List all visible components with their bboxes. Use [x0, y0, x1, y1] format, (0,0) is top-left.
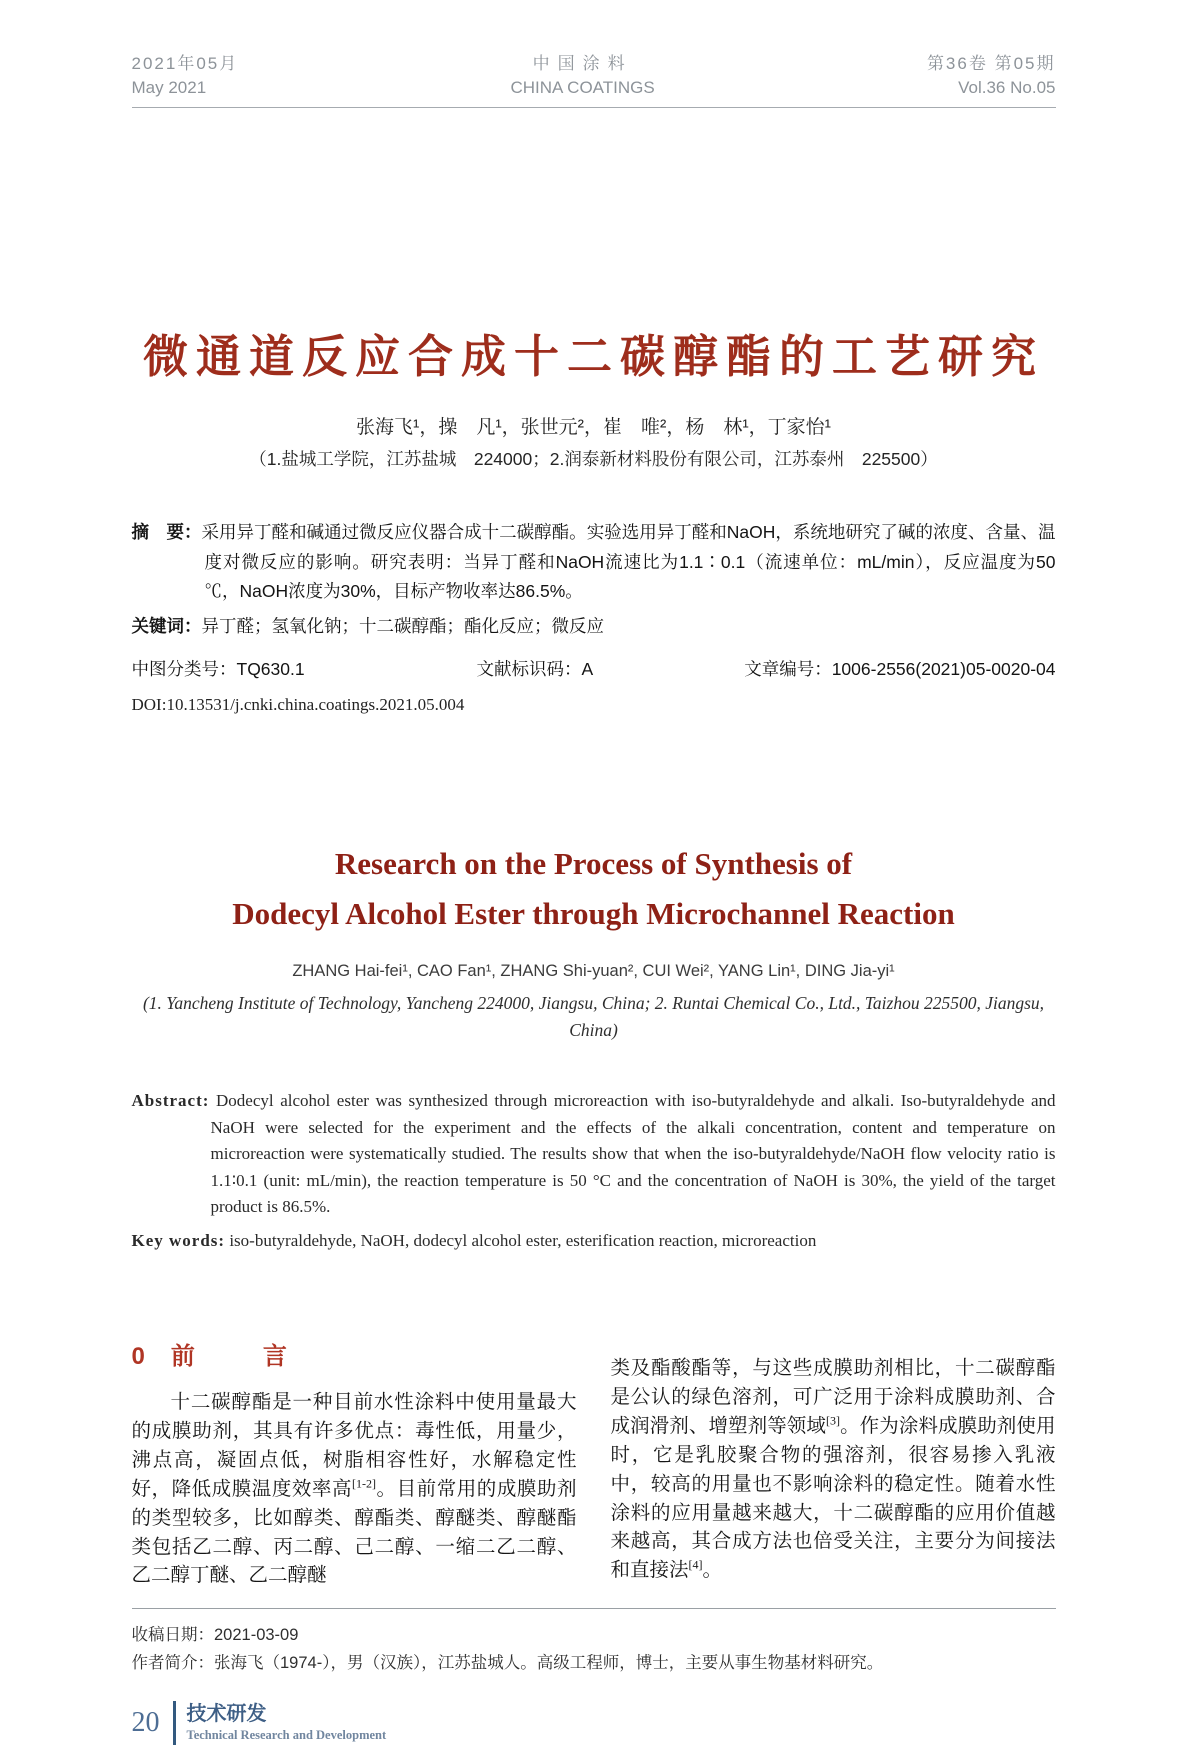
abstract-label-en: Abstract:: [131, 1091, 210, 1110]
received-value: 2021-03-09: [214, 1626, 299, 1645]
bio-label: 作者简介：: [131, 1654, 214, 1673]
author-bio-line: [132, 1649, 1056, 1677]
page: [132, 0, 1056, 1745]
doc-code-field: [477, 656, 594, 681]
article-title-en: [132, 839, 1056, 939]
intro-right-column: [611, 1336, 1056, 1591]
authors-en: ZHANG Hai-fei¹, CAO Fan¹, ZHANG Shi-yuan², CUI Wei², YANG Lin¹, DING Jia-yi¹: [292, 962, 895, 980]
article-id-label: 文章编号：: [744, 659, 832, 679]
clc-label: 中图分类号：: [131, 659, 237, 679]
doi: DOI:10.13531/j.cnki.china.coatings.2021.05.004: [131, 695, 465, 714]
doc-code-label: 文献标识码：: [476, 659, 582, 679]
footer-divider: [173, 1701, 176, 1745]
journal-header: [132, 0, 1056, 108]
header-date: [132, 52, 239, 100]
keywords-en: [132, 1228, 1056, 1255]
affiliation-cn: （1.盐城工学院，江苏盐城 224000；2.润泰新材料股份有限公司，江苏泰州 225500）: [249, 449, 938, 469]
header-journal: [510, 52, 654, 100]
abstract-en: [132, 1088, 1056, 1221]
header-date-cn: 2021年05月: [131, 54, 239, 73]
keywords-cn: [132, 612, 1056, 642]
header-date-en: May 2021: [131, 78, 207, 97]
affiliation-en: [132, 990, 1056, 1044]
received-label: 收稿日期：: [131, 1626, 214, 1645]
header-issue-cn: 第36卷 第05期: [926, 54, 1056, 73]
footer-column-cn: 技术研发: [186, 1703, 267, 1726]
article-title-cn: 微通道反应合成十二碳醇酯的工艺研究: [142, 331, 1044, 382]
footer-column-en: Technical Research and Development: [186, 1728, 387, 1743]
article-id-value: 1006-2556(2021)05-0020-04: [831, 659, 1056, 679]
abstract-text-cn: 采用异丁醛和碱通过微反应仪器合成十二碳醇酯。实验选用异丁醛和NaOH，系统地研究了碱的浓度、含量、温度对微反应的影响。研究表明：当异丁醛和NaOH流速比为1.1∶0.1（流速单位：mL/min），反应温度为50 ℃，NaOH浓度为30%，目标产物收率达86.5%。: [201, 522, 1056, 601]
keywords-label-en: Key words:: [131, 1230, 226, 1250]
doc-code-value: A: [581, 659, 594, 679]
section-title: 前 言: [170, 1343, 309, 1370]
section-number: 0: [131, 1343, 145, 1370]
page-footer: [132, 1701, 1056, 1745]
title-en-line1: Research on the Process of Synthesis of: [334, 846, 853, 881]
received-date-line: [132, 1621, 1056, 1649]
classification-row: [132, 656, 1056, 682]
intro-section: [132, 1336, 1056, 1591]
intro-paragraph-left: 十二碳醇酯是一种目前水性涂料中使用量最大的成膜助剂，其具有许多优点：毒性低，用量少，沸点高，凝固点低，树脂相容性好，水解稳定性好，降低成膜温度效率高[1-2]。目前常用的成膜助剂的类型较多，比如醇类、醇酯类、醇醚类、醇醚酯类包括乙二醇、丙二醇、己二醇、一缩二乙二醇、乙二醇丁醚、乙二醇醚: [131, 1392, 577, 1587]
intro-paragraph-right: 类及酯酸酯等，与这些成膜助剂相比，十二碳醇酯是公认的绿色溶剂，可广泛用于涂料成膜助剂、合成润滑剂、增塑剂等领域[3]。作为涂料成膜助剂使用时，它是乳胶聚合物的强溶剂，很容易掺入乳液中，较高的用量也不影响涂料的稳定性。随着水性涂料的应用量越来越大，十二碳醇酯的应用价值越来越高，其合成方法也倍受关注，主要分为间接法和直接法[4]。: [610, 1358, 1056, 1582]
bio-value: 张海飞（1974-），男（汉族），江苏盐城人。高级工程师，博士，主要从事生物基材料研究。: [214, 1654, 884, 1673]
abstract-label-cn: 摘 要：: [131, 522, 202, 542]
keywords-text-en: iso-butyraldehyde, NaOH, dodecyl alcohol ester, esterification reaction, microreaction: [229, 1230, 817, 1250]
header-issue: [927, 52, 1056, 100]
footer-column: [187, 1702, 387, 1744]
affiliation-en-line2: China): [569, 1020, 618, 1040]
header-journal-en: CHINA COATINGS: [510, 78, 655, 97]
section-heading: [132, 1336, 577, 1371]
footnote: [132, 1608, 1056, 1677]
authors-cn: 张海飞¹，操 凡¹，张世元²，崔 唯²，杨 林¹，丁家怡¹: [356, 417, 831, 438]
article-id-field: [744, 656, 1055, 681]
page-number: 20: [131, 1707, 160, 1739]
affiliation-en-line1: (1. Yancheng Institute of Technology, Yancheng 224000, Jiangsu, China; 2. Runtai Chemical Co., Ltd., Taizhou 225500, Jiangsu,: [142, 993, 1045, 1013]
clc-field: [132, 659, 305, 679]
intro-left-column: [132, 1336, 577, 1591]
clc-value: TQ630.1: [236, 659, 305, 679]
header-journal-cn: 中国涂料: [532, 54, 633, 73]
keywords-text-cn: 异丁醛；氢氧化钠；十二碳醇酯；酯化反应；微反应: [201, 615, 604, 636]
abstract-body-en: Dodecyl alcohol ester was synthesized through microreaction with iso-butyraldehyde and alkali. Iso-butyraldehyde and NaOH were selected for the experiment and the effects of the alkali concentration, content and temperature on microreaction were systematically studied. The results show that when the iso-butyraldehyde/NaOH flow velocity ratio is 1.1∶0.1 (unit: mL/min), the reaction temperature is 50 °C and the concentration of NaOH is 30%, the yield of the target product is 86.5%.: [210, 1091, 1056, 1216]
abstract-cn: [132, 518, 1056, 607]
keywords-label-cn: 关键词：: [131, 615, 202, 636]
header-issue-en: Vol.36 No.05: [958, 78, 1056, 97]
title-en-line2: Dodecyl Alcohol Ester through Microchannel Reaction: [232, 896, 955, 931]
